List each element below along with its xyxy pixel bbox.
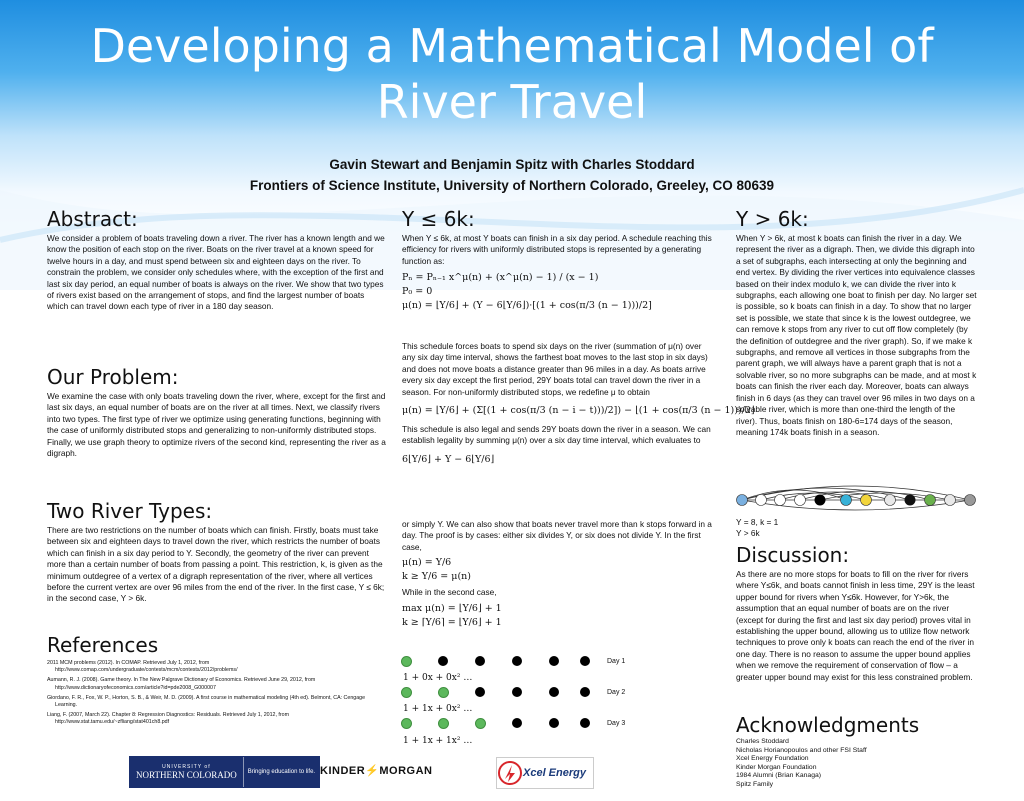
digraph-figure	[734, 484, 980, 512]
abstract-section	[47, 208, 387, 313]
y-le-6k-section	[402, 208, 714, 313]
graph-node	[965, 495, 976, 506]
case-one-equations: μ(n) = Y/6 k ≥ Y/6 = μ(n)	[402, 557, 471, 583]
acknowledgments-heading: Acknowledgments	[736, 713, 920, 737]
green-dot	[475, 718, 486, 729]
reference-item: Liang, F. (2007, March 22). Chapter 8: Regression Diagnostics: Residuals. Retrieved July 1, 2012, from http://www.stat.tamu.edu/~zfliang/stat401ch8.pdf	[47, 712, 290, 726]
reference-item: 2011 MCM problems (2012). In COMAP. Retrieved July 1, 2012, from http://www.comap.com/undergraduate/contests/mcm/contests/2012/problems/	[47, 660, 238, 674]
redefined-mu: μ(n) = ⌊Y/6⌋ + (Σ[(1 + cos(π/3 (n − i − t)))/2]) − ⌊(1 + cos(π/3 (n − 1)))/2⌋	[402, 405, 755, 417]
case-two-equations: max μ(n) = ⌊Y/6⌋ + 1 k ≥ ⌈Y/6⌉ = ⌊Y/6⌋ + 1	[402, 602, 502, 628]
day-label: Day 2	[607, 689, 626, 696]
green-dot	[438, 687, 449, 698]
discussion-heading: Discussion:	[736, 543, 850, 567]
black-dot	[512, 687, 522, 697]
green-dot	[401, 687, 412, 698]
discussion-section	[736, 544, 978, 683]
series-row: 1 + 1x + 1x² …	[403, 736, 473, 746]
schedule-text-1: This schedule forces boats to spend six days on the river (summation of μ(n) over any six day time interval, shows the farthest boat moves to the last stop in six days) and does not move boats a distance greater than 96 miles in a day. As boats arrive every six day except the first period, 29Y boats total can travel down the river in a season. For non-uniformly distributed stops, we redefine μ to obtain	[402, 341, 708, 397]
kinder-morgan-logo: KINDER⚡MORGAN	[320, 765, 433, 777]
ack-item: Xcel Energy Foundation	[736, 755, 809, 763]
day-label: Day 1	[607, 658, 626, 665]
graph-node	[795, 495, 806, 506]
y-le-6k-body	[402, 341, 755, 473]
graph-node	[861, 495, 872, 506]
unc-logo: UNIVERSITY of NORTHERN COLORADO Bringing education to life.	[129, 756, 320, 788]
ack-item: Charles Stoddard	[736, 738, 789, 745]
graph-node	[737, 495, 748, 506]
graph-node	[885, 495, 896, 506]
abstract-heading: Abstract:	[47, 207, 138, 231]
graph-node	[775, 495, 786, 506]
proof-text: or simply Y. We can also show that boats never travel more than k stops forward in a day. The proof is by cases: either six divides Y, or six does not divide Y. In the first case,	[402, 519, 712, 552]
ack-item: Spitz Family	[736, 780, 774, 788]
black-dot	[475, 656, 485, 666]
second-case-text: While in the second case,	[402, 587, 497, 598]
unc-tagline: Bringing education to life.	[247, 768, 316, 775]
our-problem-heading: Our Problem:	[47, 365, 179, 389]
our-problem-section	[47, 366, 389, 459]
y-le-6k-proof	[402, 519, 714, 633]
two-river-types-section	[47, 500, 389, 605]
reference-item: Giordano, F. R., Fox, W. P., Horton, S. B., & Weir, M. D. (2009). A first course in mathematical modeling (4th ed). Belmont, CA: Cengage Learning.	[47, 694, 366, 709]
affiliation-line: Frontiers of Science Institute, University of Northern Colorado, Greeley, CO 80639	[249, 178, 775, 193]
black-dot	[580, 656, 590, 666]
xcel-energy-icon	[497, 760, 523, 786]
graph-node	[925, 495, 936, 506]
black-dot	[580, 718, 590, 728]
series-row: 1 + 1x + 0x² …	[403, 704, 473, 714]
series-row: 1 + 0x + 0x² …	[403, 673, 473, 683]
graph-node	[815, 495, 826, 506]
green-dot	[401, 656, 412, 667]
y-le-6k-heading: Y ≤ 6k:	[402, 207, 475, 231]
black-dot	[549, 718, 559, 728]
schedule-text-2: This schedule is also legal and sends 29Y boats down the river in a season. We can establish legality by summing μ(n) over a six day time interval, which evaluates to	[402, 424, 711, 446]
caption-line: Y = 8, k = 1	[736, 517, 779, 527]
authors-line: Gavin Stewart and Benjamin Spitz with Charles Stoddard	[329, 157, 695, 172]
black-dot	[549, 656, 559, 666]
y-gt-6k-section	[736, 208, 978, 438]
poster-authors	[0, 154, 1024, 196]
our-problem-text: We examine the case with only boats traveling down the river, where, except for the first and last six days, an equal number of boats are on the river at all times. Next, we classify rivers into two types. The first type of river we optimize using generating functions, beginning with the case of uniformly distributed stops and generalizing to non-uniformly distributed stops. Finally, we use graph theory to optimize rivers of the second kind, representing the river as a digraph.	[47, 391, 386, 459]
xcel-energy-logo: Xcel Energy	[496, 757, 594, 789]
black-dot	[512, 718, 522, 728]
poster-title: Developing a Mathematical Model of River Travel	[90, 19, 934, 129]
day-label: Day 3	[607, 720, 626, 727]
y-gt-6k-heading: Y > 6k:	[736, 207, 809, 231]
caption-line: Y > 6k	[736, 528, 760, 539]
black-dot	[438, 656, 448, 666]
abstract-text: We consider a problem of boats traveling down a river. The river has a known length and we know the position of each stop on the river. Boats on the river travel at a known speed for twelve hours in a day, and must spend between six and eighteen days on the river. To constrain the problem, we consider only schedules where, with the exception of the first and last six day period, an equal number of boats is always on the river. We show that two types of rivers exist based on the arrangement of stops, and find the largest number of boats which can travel down each type of river in a 180 day season.	[47, 233, 385, 312]
graph-node	[905, 495, 916, 506]
discussion-text: As there are no more stops for boats to fill on the river for rivers where Y≤6k, and boats cannot finish in less time, 29Y is the least upper bound for rivers when Y≤6k. However, for Y>6k, the assumption that an equal number of boats are on the river (except for during the first and last six day period) proves vital in establishing the upper bound, allowing us to utilize flow network techniques to prove only k boats can reach the end of the river in one day. There is no reason to assume the upper bound applies when we remove the requirement of conservation of flow – a greater upper bound may exist for this less constrained problem.	[736, 569, 975, 682]
black-dot	[580, 687, 590, 697]
references-section	[47, 634, 387, 730]
y-gt-6k-text: When Y > 6k, at most k boats can finish the river in a day. We represent the river as a digraph. Then, we divide this digraph into a set of subgraphs, each intersecting at only the beginning and end vertex. By dividing the river vertices into equivalence classes based on their index modulo k, we can divide the river into k subgraphs, each allowing one boat to finish per day. No larger set is possible, so k boats can finish in a day. To show that no larger set is possible, we state that since k is the lowest outdegree, we can remove k stops from any river to cut off flow completely (by the definition of outdegree and the river graph). So, if we make k subgraphs, and remove all vertices in those subgraphs from the parent graph, we will always have a parent graph that is not a solvable river, so no more subgraphs can be made, and at most k boats can finish the river each day. Moreover, boats can always finish in 6 days (as they can travel over 96 miles in two days on a solvable river, which is more than one-third the length of the river). Thus, boats finish on 180-6=174 days of the season, meaning 174k boats finish in a season.	[736, 233, 977, 437]
black-dot	[475, 687, 485, 697]
green-dot	[438, 718, 449, 729]
black-dot	[549, 687, 559, 697]
ack-item: Nicholas Horianopoulos and other FSI Staff	[736, 746, 867, 754]
legality-sum: 6⌊Y/6⌋ + Y − 6⌊Y/6⌋	[402, 453, 495, 465]
digraph-caption	[736, 517, 978, 540]
green-dot	[401, 718, 412, 729]
ack-item: 1984 Alumni (Brian Kanaga)	[736, 772, 822, 780]
ack-item: Kinder Morgan Foundation	[736, 763, 817, 771]
y-le-6k-intro: When Y ≤ 6k, at most Y boats can finish in a six day period. A schedule reaching this efficiency for rivers with uniformly distributed stops is represented by a generating function as:	[402, 233, 712, 266]
generating-function: Pₙ = Pₙ₋₁ x^μ(n) + (x^μ(n) − 1) / (x − 1) P₀ = 0 μ(n) = ⌊Y/6⌋ + (Y − 6⌊Y/6⌋)·[(1 + cos(π/3 (n − 1)))/2]	[402, 272, 652, 312]
graph-node	[841, 495, 852, 506]
acknowledgments-section	[736, 714, 978, 790]
black-dot	[512, 656, 522, 666]
reference-item: Aumann, R. J. (2008). Game theory. In The New Palgrave Dictionary of Economics. Retrieved June 29, 2012, from http://www.dictionaryofeconomics.com/article?id=pde2008_G000007	[47, 677, 316, 691]
references-heading: References	[47, 633, 159, 657]
two-river-types-heading: Two River Types:	[47, 499, 213, 523]
two-river-types-text: There are two restrictions on the number of boats which can finish. Firstly, boats must take between six and eighteen days to travel down the river, which restricts the number of boats which can finish in a six day period to Y. Secondly, the geometry of the river can prevent more than a certain number of boats from passing a point. This restriction, k, is given as the minimum outdegree of a vertex of a digraph representation of the river, where all vertices before the current vertex are over 96 miles from the end of the river. In the first case, Y ≤ 6k; in the second case, Y > 6k.	[47, 525, 385, 604]
graph-node	[945, 495, 956, 506]
graph-node	[756, 495, 767, 506]
